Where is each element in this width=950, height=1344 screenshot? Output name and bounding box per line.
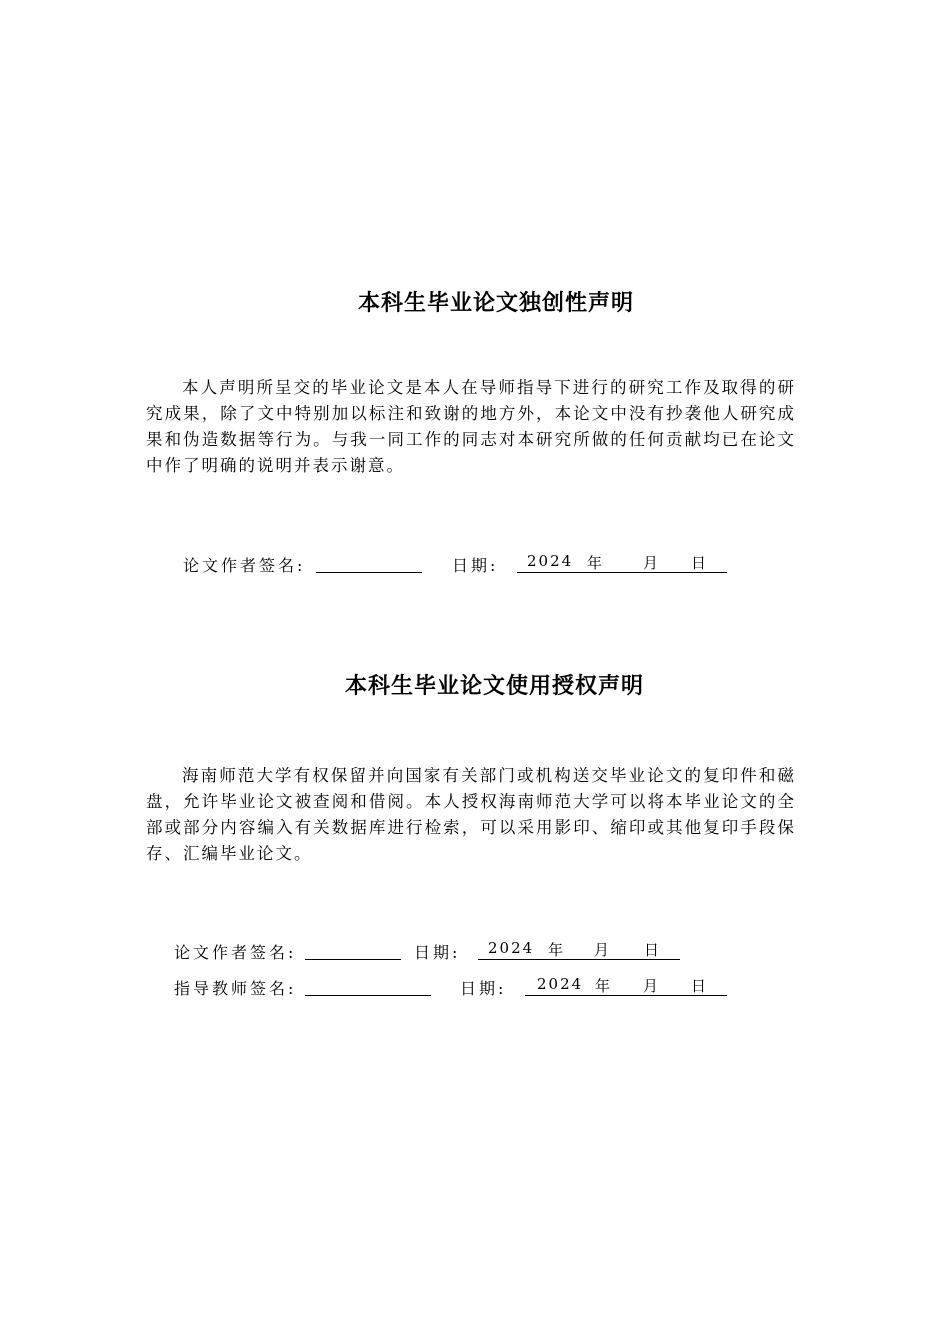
authorization-title: 本科生毕业论文使用授权声明 (345, 674, 645, 699)
authorization-author-year: 2024 (488, 939, 535, 957)
authorization-advisor-day-unit: 日 (691, 977, 709, 995)
authorization-advisor-year: 2024 (537, 975, 584, 993)
originality-paragraph: 本人声明所呈交的毕业论文是本人在导师指导下进行的研究工作及取得的研究成果，除了文中特别加以标注和致谢的地方外，本论文中没有抄袭他人研究成果和伪造数据等行为。与我一同工作的同志对本研究所做的任何贡献均已在论文中作了明确的说明并表示谢意。 (146, 378, 796, 475)
authorization-advisor-month-unit: 月 (643, 977, 661, 995)
originality-author-label: 论文作者签名: (183, 556, 306, 575)
authorization-author-day-unit: 日 (644, 941, 662, 959)
originality-author-signature-field[interactable] (316, 552, 422, 573)
authorization-author-date-label: 日期: (414, 943, 461, 962)
originality-month-unit: 月 (643, 554, 661, 572)
originality-title: 本科生毕业论文独创性声明 (358, 291, 635, 316)
authorization-author-signature-field[interactable] (305, 939, 401, 960)
originality-date-label: 日期: (452, 556, 499, 575)
authorization-advisor-date-field[interactable] (525, 975, 727, 996)
originality-year-unit: 年 (587, 554, 605, 572)
authorization-paragraph: 海南师范大学有权保留并向国家有关部门或机构送交毕业论文的复印件和磁盘，允许毕业论文被查阅和借阅。本人授权海南师范大学可以将本毕业论文的全部或部分内容编入有关数据库进行检索，可以采用影印、缩印或其他复印手段保存、汇编毕业论文。 (146, 766, 796, 863)
authorization-author-month-unit: 月 (594, 941, 612, 959)
authorization-author-year-unit: 年 (548, 941, 566, 959)
authorization-advisor-signature-field[interactable] (305, 975, 431, 996)
authorization-author-date-field[interactable] (478, 939, 680, 960)
authorization-author-label: 论文作者签名: (174, 943, 297, 962)
originality-year: 2024 (527, 552, 574, 570)
authorization-advisor-date-label: 日期: (460, 979, 507, 998)
authorization-advisor-year-unit: 年 (595, 977, 613, 995)
originality-date-field[interactable] (517, 552, 727, 573)
originality-day-unit: 日 (691, 554, 709, 572)
authorization-advisor-label: 指导教师签名: (174, 979, 297, 998)
